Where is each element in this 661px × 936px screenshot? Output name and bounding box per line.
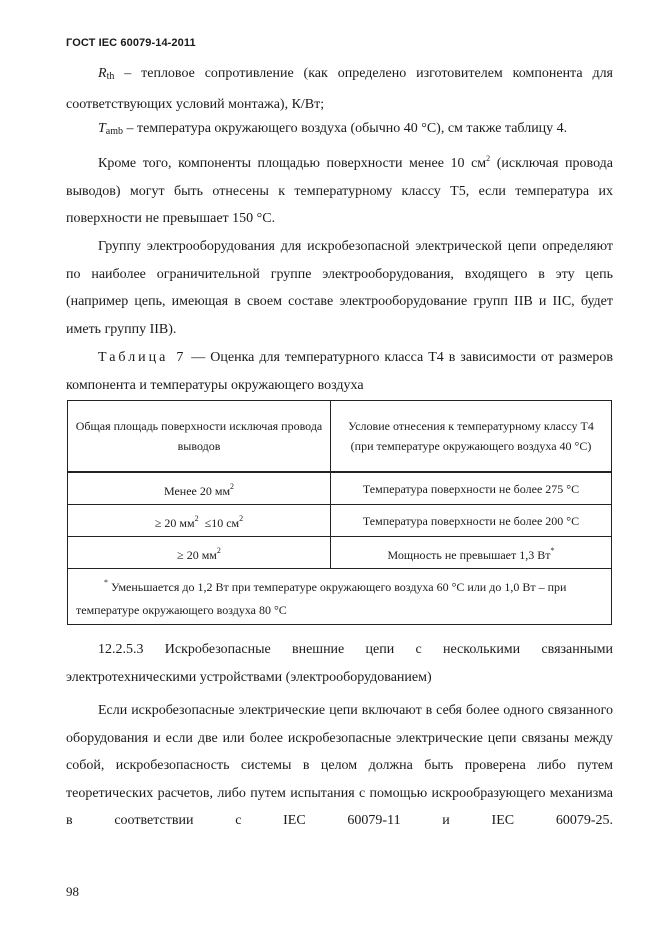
p4-text: Группу электрооборудования для искробезопасной электрической цепи определяют по наиболее ограничительной группе электрооборудования, входящего в эту цепь (например цепь, имеющая в своем составе электрооборудование групп IIВ и IIС, будет иметь группу IIВ).	[66, 239, 613, 337]
rth-text: – тепловое сопротивление (как определено изготовителем компонента для соответствующих условий монтажа), К/Вт;	[66, 66, 613, 112]
table-cell-area: ≥ 20 $мм^2 \le 10$ $см^2$	[68, 505, 331, 537]
table-cell-area: ≥ 20 $мм^2$	[68, 537, 331, 569]
table-caption-label: Таблица 7	[98, 350, 187, 365]
page-number: 98	[66, 884, 79, 899]
footnote-text: Уменьшается до 1,2 Вт при температуре окружающего воздуха 60 °С или до 1,0 Вт – при температуре окружающего воздуха 80 °С	[76, 580, 567, 617]
table-cell-condition: Температура поверхности не более 275 °С	[331, 472, 612, 505]
p6-text: Если искробезопасные электрические цепи включают в себя более одного связанного оборудования и если две или более искробезопасные электрические цепи связаны между собой, искробезопасность системы в целом должна быть проверена либо путем теоретических расчетов, либо путем испытания с помощью искрообразующего механизма в соответствии с IEC 60079-11 и IEC 60079-25.	[66, 703, 613, 828]
paragraph-equipment-group	[66, 233, 613, 343]
paragraph-tamb	[66, 115, 613, 146]
rth-subscript: th	[106, 71, 115, 82]
table-header-row	[68, 401, 612, 473]
table-footnote	[68, 569, 612, 625]
table-header-col1: Общая площадь поверхности исключая провода выводов	[68, 401, 331, 473]
table-cell-area: Менее 20 $мм^2$	[68, 472, 331, 505]
table-caption	[66, 344, 613, 399]
p3-part-b: (исключая провода выводов) могут быть отнесены к температурному классу Т5, если температура их поверхности не превышает 150 °С.	[66, 156, 613, 226]
table-cell-condition: Температура поверхности не более 200 °С	[331, 505, 612, 537]
table-row	[68, 505, 612, 537]
temperature-class-table	[67, 400, 612, 625]
table-row	[68, 472, 612, 505]
tamb-text: – температура окружающего воздуха (обычно 40 °С), см также таблицу 4.	[123, 121, 568, 136]
section-heading-text: 12.2.5.3 Искробезопасные внешние цепи с несколькими связанными электротехническими устройствами (электрооборудованием)	[66, 642, 613, 685]
table-cell-condition: Мощность не превышает 1,3 Вт*	[331, 537, 612, 569]
table-note-row	[68, 569, 612, 625]
document-code-header: ГОСТ IEC 60079-14-2011	[66, 37, 196, 49]
p3-superscript: 2	[486, 154, 491, 163]
table-row	[68, 537, 612, 569]
footnote-mark: *	[104, 578, 108, 587]
rth-symbol: R	[98, 66, 107, 81]
paragraph-rth	[66, 60, 613, 118]
paragraph-system-safety	[66, 697, 613, 835]
table-caption-text: — Оценка для температурного класса Т4 в зависимости от размеров компонента и температуры окружающего воздуха	[66, 350, 613, 393]
tamb-symbol: T	[98, 121, 106, 136]
table-header-col2: Условие отнесения к температурному классу Т4 (при температуре окружающего воздуха 40 °С)	[331, 401, 612, 473]
tamb-subscript: amb	[105, 126, 124, 137]
section-heading-12-2-5-3	[66, 636, 613, 691]
p3-part-a: Кроме того, компоненты площадью поверхности менее 10 см	[98, 156, 487, 171]
paragraph-surface-area	[66, 145, 613, 233]
